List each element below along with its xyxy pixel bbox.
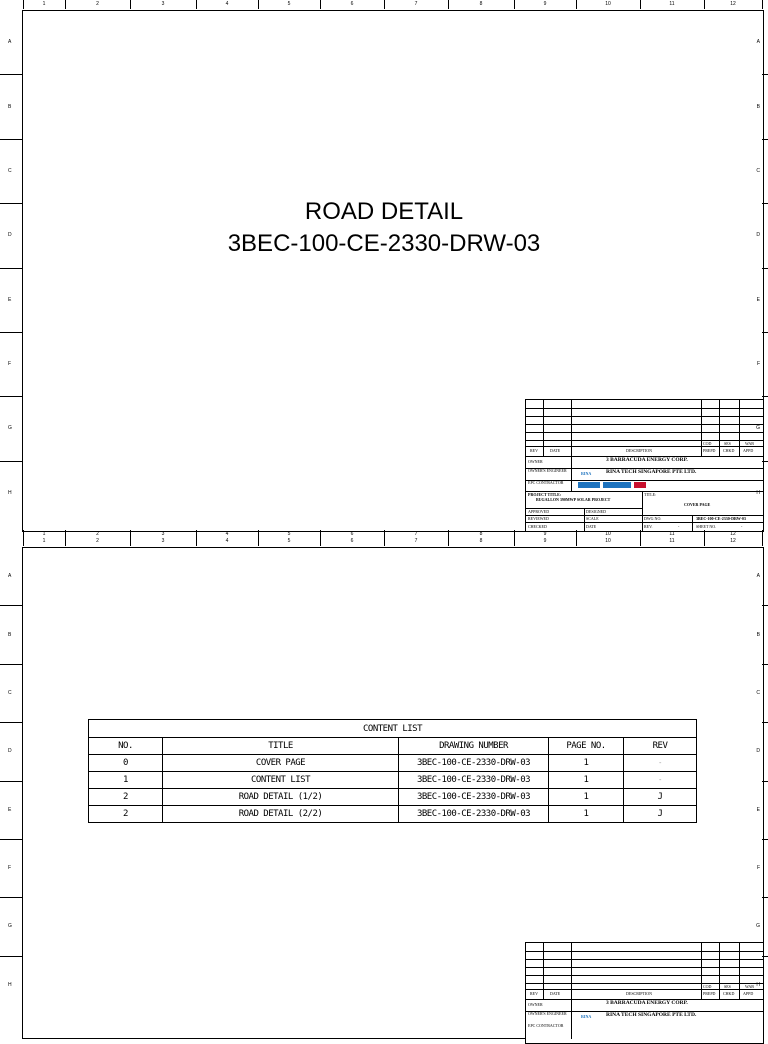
header-rev: REV xyxy=(530,448,538,453)
cell-page-no: 1 xyxy=(549,772,624,789)
content-list-sheet xyxy=(0,537,768,1028)
zone-tick xyxy=(762,839,768,840)
zone-tick xyxy=(762,537,763,546)
zone-column-label: 9 xyxy=(543,538,547,544)
header-description: DESCRIPTION xyxy=(626,991,653,996)
col-rev: REV xyxy=(624,738,697,755)
zone-column-label: 2 xyxy=(96,531,99,537)
header-cod: COD xyxy=(703,984,712,989)
header-rev: REV xyxy=(530,991,538,996)
owner-label: OWNER xyxy=(528,459,543,464)
header-chkd: CHKD xyxy=(723,991,735,996)
zone-row-label: E xyxy=(8,296,12,303)
zone-column-label: 4 xyxy=(225,1,229,7)
owner-name: 3 BARRACUDA ENERGY CORP. xyxy=(606,1000,688,1006)
title-block xyxy=(525,399,764,532)
epc-logo xyxy=(578,482,600,488)
date-label: DATE xyxy=(586,524,597,529)
zone-column-label: 4 xyxy=(225,538,229,544)
zone-tick xyxy=(762,897,768,898)
header-wab: WAB xyxy=(745,984,754,989)
zone-row-label: D xyxy=(8,232,12,239)
zone-column-label: 6 xyxy=(350,538,354,544)
header-prepd: PREPD xyxy=(703,991,716,996)
scale-label: SCALE xyxy=(586,516,599,521)
header-wab: WAB xyxy=(745,441,754,446)
zone-tick xyxy=(0,461,22,462)
header-date: DATE xyxy=(550,991,561,996)
project-name: BUGALLON 390MWP SOLAR PROJECT xyxy=(536,497,611,502)
cell-drawing-number: 3BEC-100-CE-2330-DRW-03 xyxy=(399,789,549,806)
zone-column-label: 6 xyxy=(350,531,354,537)
zone-column-label: 10 xyxy=(605,538,611,544)
zone-tick xyxy=(0,897,22,898)
header-cod: COD xyxy=(703,441,712,446)
zone-row-label: A xyxy=(8,39,12,46)
zone-column-label: 7 xyxy=(414,1,418,7)
zone-row-label: C xyxy=(756,689,760,696)
zone-tick xyxy=(0,839,22,840)
cell-rev: J xyxy=(624,806,697,823)
zone-column-label: 5 xyxy=(287,531,291,537)
sheet-no: - xyxy=(741,524,743,529)
zone-row-label: F xyxy=(8,361,12,368)
header-ses: SES xyxy=(724,441,731,446)
zone-row-label: H xyxy=(756,981,760,988)
cover-drawing-number: 3BEC-100-CE-2330-DRW-03 xyxy=(227,230,541,257)
zone-tick xyxy=(0,396,22,397)
epc-label: EPC CONTRACTOR xyxy=(528,480,564,485)
cell-title: COVER PAGE xyxy=(163,755,399,772)
zone-column-label: 5 xyxy=(287,538,291,544)
zone-column-label: 9 xyxy=(543,531,547,537)
zone-tick xyxy=(762,0,763,9)
zone-column-label: 4 xyxy=(225,531,229,537)
zone-column-label: 9 xyxy=(543,1,547,7)
zone-row-label: A xyxy=(8,573,12,580)
header-description: DESCRIPTION xyxy=(626,448,653,453)
col-drawing-number: DRAWING NUMBER xyxy=(399,738,549,755)
zone-row-label: G xyxy=(8,425,12,432)
content-list-table xyxy=(88,719,697,823)
zone-column-label: 8 xyxy=(479,531,483,537)
zone-row-label: C xyxy=(8,689,12,696)
approved-label: APPROVED xyxy=(528,509,550,514)
cell-rev: - xyxy=(624,755,697,772)
zone-row-label: C xyxy=(756,167,760,174)
zone-column-label: 10 xyxy=(605,1,611,7)
header-ses: SES xyxy=(724,984,731,989)
content-list-caption: CONTENT LIST xyxy=(89,720,697,738)
owner-label: OWNER xyxy=(528,1002,543,1007)
zone-row-label: F xyxy=(8,865,12,872)
zone-row-label: D xyxy=(756,232,760,239)
header-date: DATE xyxy=(550,448,561,453)
dwg-no: 3BEC-100-CE-2330-DRW-03 xyxy=(696,516,746,521)
zone-column-label: 3 xyxy=(161,538,165,544)
zone-tick xyxy=(0,664,22,665)
title-block xyxy=(525,942,764,1044)
zone-row-label: D xyxy=(756,748,760,755)
designed-label: DESIGNED xyxy=(586,509,606,514)
engineer-label: OWNER'S ENGINEER xyxy=(528,1011,567,1016)
rina-logo: RINA xyxy=(581,471,592,476)
zone-column-label: 1 xyxy=(42,1,46,7)
zone-column-label: 5 xyxy=(287,1,291,7)
zone-column-label: 12 xyxy=(730,531,736,537)
zone-tick xyxy=(762,396,768,397)
owner-name: 3 BARRACUDA ENERGY CORP. xyxy=(606,457,688,463)
cell-title: ROAD DETAIL (2/2) xyxy=(163,806,399,823)
cell-page-no: 1 xyxy=(549,806,624,823)
zone-strip-top xyxy=(0,0,768,9)
cell-no: 2 xyxy=(89,806,163,823)
zone-row-label: B xyxy=(756,631,760,638)
zone-tick xyxy=(0,722,22,723)
zone-column-label: 7 xyxy=(414,531,418,537)
title-label: TITLE: xyxy=(644,492,657,497)
zone-column-label: 8 xyxy=(479,538,483,544)
sheet-title: COVER PAGE xyxy=(684,502,711,507)
table-row xyxy=(89,772,697,789)
dwg-no-label: DWG NO. xyxy=(644,516,662,521)
zone-row-label: H xyxy=(8,981,12,988)
engineer-name: RINA TECH SINGAPORE PTE LTD. xyxy=(606,1012,697,1018)
cell-no: 0 xyxy=(89,755,163,772)
epc-logo xyxy=(603,482,631,488)
zone-tick xyxy=(0,332,22,333)
cell-title: ROAD DETAIL (1/2) xyxy=(163,789,399,806)
table-row xyxy=(89,789,697,806)
zone-column-label: 11 xyxy=(669,538,675,544)
project-label: PROJECT TITLE: xyxy=(528,492,562,497)
zone-column-label: 1 xyxy=(42,531,46,537)
cell-no: 2 xyxy=(89,789,163,806)
zone-row-label: D xyxy=(8,748,12,755)
zone-column-label: 10 xyxy=(605,531,611,537)
zone-row-label: G xyxy=(756,923,760,930)
header-appd: APPD xyxy=(743,448,754,453)
sheet-no-label: SHEET NO. xyxy=(696,524,717,529)
zone-row-label: A xyxy=(756,573,760,580)
cell-rev: - xyxy=(624,772,697,789)
zone-row-label: G xyxy=(8,923,12,930)
engineer-label: OWNER'S ENGINEER xyxy=(528,468,567,473)
zone-row-label: E xyxy=(756,296,760,303)
reviewed-label: REVIEWED xyxy=(528,516,549,521)
cover-title: ROAD DETAIL xyxy=(304,198,464,225)
cell-no: 1 xyxy=(89,772,163,789)
zone-tick xyxy=(762,203,768,204)
zone-column-label: 11 xyxy=(669,531,675,537)
zone-tick xyxy=(762,139,768,140)
zone-tick xyxy=(0,139,22,140)
zone-column-label: 1 xyxy=(42,538,46,544)
zone-row-label: H xyxy=(756,489,760,496)
header-prepd: PREPD xyxy=(703,448,716,453)
zone-row-label: E xyxy=(8,806,12,813)
epc-label: EPC CONTRACTOR xyxy=(528,1023,564,1028)
zone-column-label: 11 xyxy=(669,1,675,7)
cell-drawing-number: 3BEC-100-CE-2330-DRW-03 xyxy=(399,806,549,823)
zone-row-label: B xyxy=(756,103,760,110)
zone-row-label: C xyxy=(8,167,12,174)
zone-row-label: F xyxy=(756,865,760,872)
zone-tick xyxy=(0,781,22,782)
table-header-row xyxy=(89,738,697,755)
cell-drawing-number: 3BEC-100-CE-2330-DRW-03 xyxy=(399,755,549,772)
zone-tick xyxy=(0,268,22,269)
zone-row-label: A xyxy=(756,39,760,46)
zone-tick xyxy=(762,74,768,75)
zone-column-label: 7 xyxy=(414,538,418,544)
zone-tick xyxy=(762,268,768,269)
zone-column-label: 12 xyxy=(730,1,736,7)
zone-tick xyxy=(0,956,22,957)
zone-column-label: 3 xyxy=(161,531,165,537)
col-no: NO. xyxy=(89,738,163,755)
cell-drawing-number: 3BEC-100-CE-2330-DRW-03 xyxy=(399,772,549,789)
rev-label: REV. xyxy=(644,524,653,529)
zone-column-label: 3 xyxy=(161,1,165,7)
zone-column-label: 12 xyxy=(730,538,736,544)
zone-strip-top xyxy=(0,537,768,546)
zone-row-label: B xyxy=(8,103,12,110)
zone-tick xyxy=(0,605,22,606)
zone-tick xyxy=(762,664,768,665)
zone-column-label: 6 xyxy=(350,1,354,7)
zone-column-label: 2 xyxy=(96,1,99,7)
zone-tick xyxy=(762,605,768,606)
cell-page-no: 1 xyxy=(549,755,624,772)
table-row xyxy=(89,806,697,823)
header-appd: APPD xyxy=(743,991,754,996)
zone-tick xyxy=(762,781,768,782)
rina-logo: RINA xyxy=(581,1014,592,1019)
cell-page-no: 1 xyxy=(549,789,624,806)
header-chkd: CHKD xyxy=(723,448,735,453)
rev-value: - xyxy=(678,524,680,529)
col-page-no: PAGE NO. xyxy=(549,738,624,755)
zone-column-label: 8 xyxy=(479,1,483,7)
zone-tick xyxy=(0,74,22,75)
zone-tick xyxy=(762,722,768,723)
zone-row-label: F xyxy=(756,361,760,368)
checked-label: CHECKED xyxy=(528,524,547,529)
cgc-logo xyxy=(634,482,646,488)
zone-tick xyxy=(762,956,768,957)
zone-row-label: E xyxy=(756,806,760,813)
zone-tick xyxy=(762,461,768,462)
col-title: TITLE xyxy=(163,738,399,755)
engineer-name: RINA TECH SINGAPORE PTE LTD. xyxy=(606,469,697,475)
table-row xyxy=(89,755,697,772)
zone-tick xyxy=(0,203,22,204)
zone-row-label: H xyxy=(8,489,12,496)
zone-tick xyxy=(762,332,768,333)
cell-rev: J xyxy=(624,789,697,806)
zone-column-label: 2 xyxy=(96,538,99,544)
zone-row-label: G xyxy=(756,425,760,432)
cell-title: CONTENT LIST xyxy=(163,772,399,789)
zone-row-label: B xyxy=(8,631,12,638)
